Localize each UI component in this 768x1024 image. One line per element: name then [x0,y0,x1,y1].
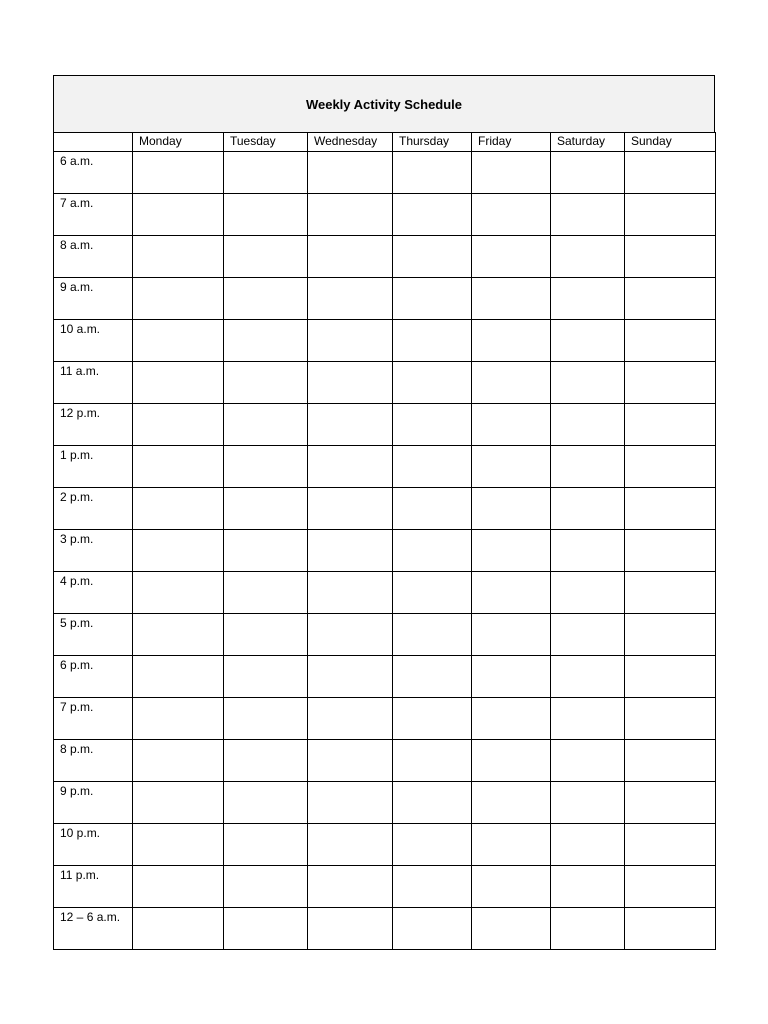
slot-cell-monday[interactable] [133,404,224,446]
time-label: 11 p.m. [54,866,133,908]
slot-cell-sunday[interactable] [625,782,716,824]
slot-cell-sunday[interactable] [625,404,716,446]
slot-cell-sunday[interactable] [625,740,716,782]
slot-cell-friday[interactable] [472,530,551,572]
day-header-sunday: Sunday [625,133,716,152]
slot-cell-thursday[interactable] [393,362,472,404]
slot-cell-friday[interactable] [472,362,551,404]
slot-cell-saturday[interactable] [551,404,625,446]
table-row [54,866,716,908]
slot-cell-friday[interactable] [472,572,551,614]
slot-cell-thursday[interactable] [393,824,472,866]
slot-cell-wednesday[interactable] [308,782,393,824]
slot-cell-sunday[interactable] [625,908,716,950]
slot-cell-monday[interactable] [133,740,224,782]
slot-cell-saturday[interactable] [551,698,625,740]
slot-cell-thursday[interactable] [393,404,472,446]
slot-cell-tuesday[interactable] [224,824,308,866]
slot-cell-monday[interactable] [133,908,224,950]
slot-cell-saturday[interactable] [551,320,625,362]
slot-cell-thursday[interactable] [393,530,472,572]
time-label: 12 – 6 a.m. [54,908,133,950]
slot-cell-thursday[interactable] [393,656,472,698]
table-row [54,194,716,236]
time-label: 9 p.m. [54,782,133,824]
slot-cell-sunday[interactable] [625,236,716,278]
table-row [54,824,716,866]
slot-cell-saturday[interactable] [551,572,625,614]
slot-cell-wednesday[interactable] [308,194,393,236]
slot-cell-saturday[interactable] [551,656,625,698]
slot-cell-tuesday[interactable] [224,152,308,194]
slot-cell-wednesday[interactable] [308,488,393,530]
day-header-tuesday: Tuesday [224,133,308,152]
slot-cell-friday[interactable] [472,908,551,950]
schedule-sheet [53,75,715,950]
slot-cell-sunday[interactable] [625,488,716,530]
slot-cell-friday[interactable] [472,278,551,320]
slot-cell-tuesday[interactable] [224,656,308,698]
slot-cell-sunday[interactable] [625,194,716,236]
time-label: 10 p.m. [54,824,133,866]
table-row [54,236,716,278]
slot-cell-sunday[interactable] [625,824,716,866]
slot-cell-sunday[interactable] [625,320,716,362]
slot-cell-thursday[interactable] [393,194,472,236]
slot-cell-monday[interactable] [133,362,224,404]
slot-cell-saturday[interactable] [551,740,625,782]
slot-cell-wednesday[interactable] [308,362,393,404]
slot-cell-sunday[interactable] [625,656,716,698]
time-label: 8 p.m. [54,740,133,782]
table-row [54,446,716,488]
slot-cell-wednesday[interactable] [308,320,393,362]
slot-cell-monday[interactable] [133,446,224,488]
slot-cell-tuesday[interactable] [224,446,308,488]
slot-cell-wednesday[interactable] [308,656,393,698]
slot-cell-saturday[interactable] [551,782,625,824]
slot-cell-thursday[interactable] [393,908,472,950]
slot-cell-wednesday[interactable] [308,614,393,656]
slot-cell-friday[interactable] [472,488,551,530]
day-header-wednesday: Wednesday [308,133,393,152]
slot-cell-friday[interactable] [472,404,551,446]
slot-cell-sunday[interactable] [625,530,716,572]
slot-cell-sunday[interactable] [625,698,716,740]
slot-cell-tuesday[interactable] [224,572,308,614]
time-label: 7 a.m. [54,194,133,236]
slot-cell-wednesday[interactable] [308,530,393,572]
slot-cell-monday[interactable] [133,866,224,908]
table-row [54,782,716,824]
slot-cell-monday[interactable] [133,320,224,362]
slot-cell-friday[interactable] [472,782,551,824]
time-label: 6 p.m. [54,656,133,698]
slot-cell-tuesday[interactable] [224,320,308,362]
slot-cell-friday[interactable] [472,656,551,698]
slot-cell-monday[interactable] [133,824,224,866]
day-header-monday: Monday [133,133,224,152]
slot-cell-tuesday[interactable] [224,362,308,404]
slot-cell-friday[interactable] [472,824,551,866]
slot-cell-wednesday[interactable] [308,866,393,908]
slot-cell-tuesday[interactable] [224,782,308,824]
slot-cell-thursday[interactable] [393,866,472,908]
slot-cell-friday[interactable] [472,194,551,236]
slot-cell-thursday[interactable] [393,320,472,362]
slot-cell-saturday[interactable] [551,236,625,278]
slot-cell-wednesday[interactable] [308,404,393,446]
time-label: 7 p.m. [54,698,133,740]
slot-cell-sunday[interactable] [625,572,716,614]
table-row [54,278,716,320]
time-label: 12 p.m. [54,404,133,446]
slot-cell-wednesday[interactable] [308,152,393,194]
time-label: 6 a.m. [54,152,133,194]
slot-cell-tuesday[interactable] [224,404,308,446]
slot-cell-monday[interactable] [133,782,224,824]
table-row [54,698,716,740]
slot-cell-wednesday[interactable] [308,908,393,950]
slot-cell-monday[interactable] [133,698,224,740]
slot-cell-wednesday[interactable] [308,824,393,866]
time-label: 9 a.m. [54,278,133,320]
table-row [54,614,716,656]
slot-cell-thursday[interactable] [393,446,472,488]
slot-cell-thursday[interactable] [393,572,472,614]
time-label: 8 a.m. [54,236,133,278]
slot-cell-saturday[interactable] [551,908,625,950]
table-row [54,572,716,614]
header-row [54,133,716,152]
slot-cell-wednesday[interactable] [308,278,393,320]
slot-cell-thursday[interactable] [393,698,472,740]
slot-cell-monday[interactable] [133,488,224,530]
time-label: 3 p.m. [54,530,133,572]
table-row [54,488,716,530]
slot-cell-saturday[interactable] [551,152,625,194]
slot-cell-sunday[interactable] [625,614,716,656]
slot-cell-saturday[interactable] [551,488,625,530]
slot-cell-friday[interactable] [472,698,551,740]
slot-cell-friday[interactable] [472,236,551,278]
slot-cell-thursday[interactable] [393,488,472,530]
slot-cell-friday[interactable] [472,614,551,656]
slot-cell-wednesday[interactable] [308,236,393,278]
slot-cell-monday[interactable] [133,572,224,614]
slot-cell-tuesday[interactable] [224,488,308,530]
day-header-friday: Friday [472,133,551,152]
slot-cell-tuesday[interactable] [224,740,308,782]
slot-cell-sunday[interactable] [625,362,716,404]
slot-cell-wednesday[interactable] [308,740,393,782]
slot-cell-tuesday[interactable] [224,614,308,656]
slot-cell-tuesday[interactable] [224,908,308,950]
slot-cell-monday[interactable] [133,152,224,194]
slot-cell-friday[interactable] [472,320,551,362]
slot-cell-thursday[interactable] [393,278,472,320]
slot-cell-monday[interactable] [133,236,224,278]
slot-cell-thursday[interactable] [393,614,472,656]
slot-cell-monday[interactable] [133,278,224,320]
slot-cell-friday[interactable] [472,446,551,488]
slot-cell-thursday[interactable] [393,152,472,194]
slot-cell-friday[interactable] [472,152,551,194]
slot-cell-saturday[interactable] [551,614,625,656]
slot-cell-tuesday[interactable] [224,866,308,908]
time-label: 10 a.m. [54,320,133,362]
slot-cell-thursday[interactable] [393,236,472,278]
slot-cell-monday[interactable] [133,656,224,698]
table-row [54,320,716,362]
slot-cell-sunday[interactable] [625,278,716,320]
time-label: 11 a.m. [54,362,133,404]
slot-cell-friday[interactable] [472,866,551,908]
time-label: 5 p.m. [54,614,133,656]
slot-cell-friday[interactable] [472,740,551,782]
table-row [54,404,716,446]
table-row [54,152,716,194]
slot-cell-sunday[interactable] [625,152,716,194]
schedule-title: Weekly Activity Schedule [53,75,715,132]
table-row [54,362,716,404]
slot-cell-tuesday[interactable] [224,236,308,278]
slot-cell-wednesday[interactable] [308,572,393,614]
day-header-saturday: Saturday [551,133,625,152]
slot-cell-wednesday[interactable] [308,698,393,740]
slot-cell-saturday[interactable] [551,824,625,866]
slot-cell-saturday[interactable] [551,362,625,404]
slot-cell-tuesday[interactable] [224,530,308,572]
table-row [54,656,716,698]
slot-cell-saturday[interactable] [551,194,625,236]
slot-cell-monday[interactable] [133,194,224,236]
slot-cell-tuesday[interactable] [224,698,308,740]
slot-cell-tuesday[interactable] [224,194,308,236]
table-row [54,740,716,782]
slot-cell-tuesday[interactable] [224,278,308,320]
time-column-header [54,133,133,152]
time-label: 2 p.m. [54,488,133,530]
slot-cell-sunday[interactable] [625,446,716,488]
slot-cell-wednesday[interactable] [308,446,393,488]
slot-cell-saturday[interactable] [551,278,625,320]
slot-cell-saturday[interactable] [551,866,625,908]
schedule-table [53,132,716,950]
slot-cell-thursday[interactable] [393,782,472,824]
slot-cell-monday[interactable] [133,530,224,572]
schedule-body [54,152,716,950]
day-header-thursday: Thursday [393,133,472,152]
slot-cell-saturday[interactable] [551,446,625,488]
slot-cell-saturday[interactable] [551,530,625,572]
slot-cell-thursday[interactable] [393,740,472,782]
slot-cell-sunday[interactable] [625,866,716,908]
slot-cell-monday[interactable] [133,614,224,656]
time-label: 4 p.m. [54,572,133,614]
time-label: 1 p.m. [54,446,133,488]
table-row [54,530,716,572]
table-row [54,908,716,950]
